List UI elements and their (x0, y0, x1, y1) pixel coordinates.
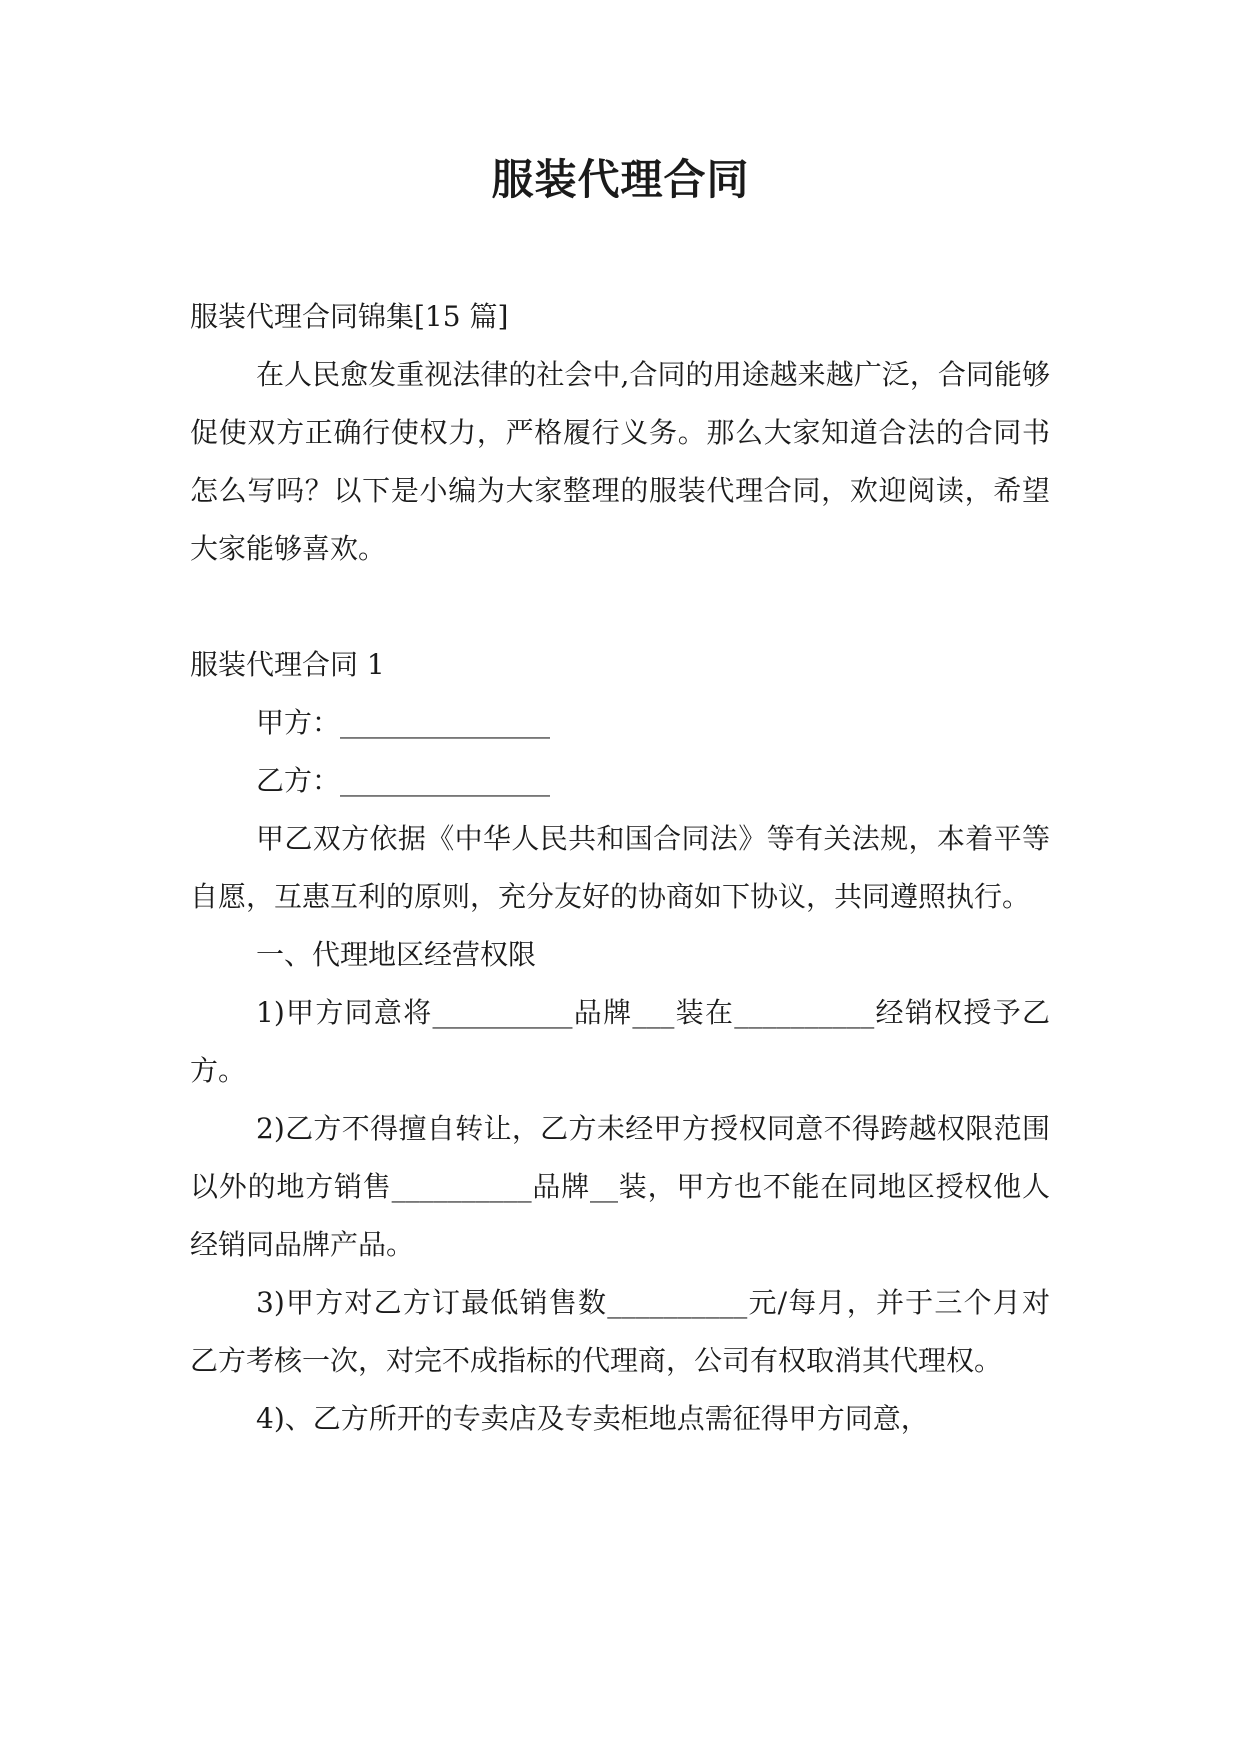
intro-paragraph: 在人民愈发重视法律的社会中,合同的用途越来越广泛，合同能够促使双方正确行使权力，严格履行义务。那么大家知道合法的合同书怎么写吗？以下是小编为大家整理的服装代理合同，欢迎阅读，希望大家能够喜欢。 (190, 358, 1050, 565)
preamble-paragraph: 甲乙双方依据《中华人民共和国合同法》等有关法规，本着平等自愿，互惠互利的原则，充分友好的协商如下协议，共同遵照执行。 (190, 822, 1050, 913)
clause-4: 4)、乙方所开的专卖店及专卖柜地点需征得甲方同意， (256, 1402, 929, 1435)
document-body (190, 288, 1050, 1448)
section-1-title: 一、代理地区经营权限 (256, 938, 537, 971)
party-a-line: 甲方：_______________ (256, 706, 551, 739)
collection-heading: 服装代理合同锦集[15 篇] (190, 300, 509, 333)
clause-3: 3)甲方对乙方订最低销售数__________元/每月，并于三个月对乙方考核一次，对完不成指标的代理商，公司有权取消其代理权。 (190, 1286, 1050, 1377)
party-b-line: 乙方：_______________ (256, 764, 551, 797)
section-spacer (190, 578, 1050, 636)
document-title: 服装代理合同 (491, 155, 750, 204)
contract-heading: 服装代理合同 1 (190, 648, 385, 681)
clause-1: 1)甲方同意将__________品牌___装在__________经销权授予乙方。 (190, 996, 1050, 1087)
clause-2: 2)乙方不得擅自转让，乙方未经甲方授权同意不得跨越权限范围以外的地方销售__________品牌__装，甲方也不能在同地区授权他人经销同品牌产品。 (190, 1112, 1050, 1261)
